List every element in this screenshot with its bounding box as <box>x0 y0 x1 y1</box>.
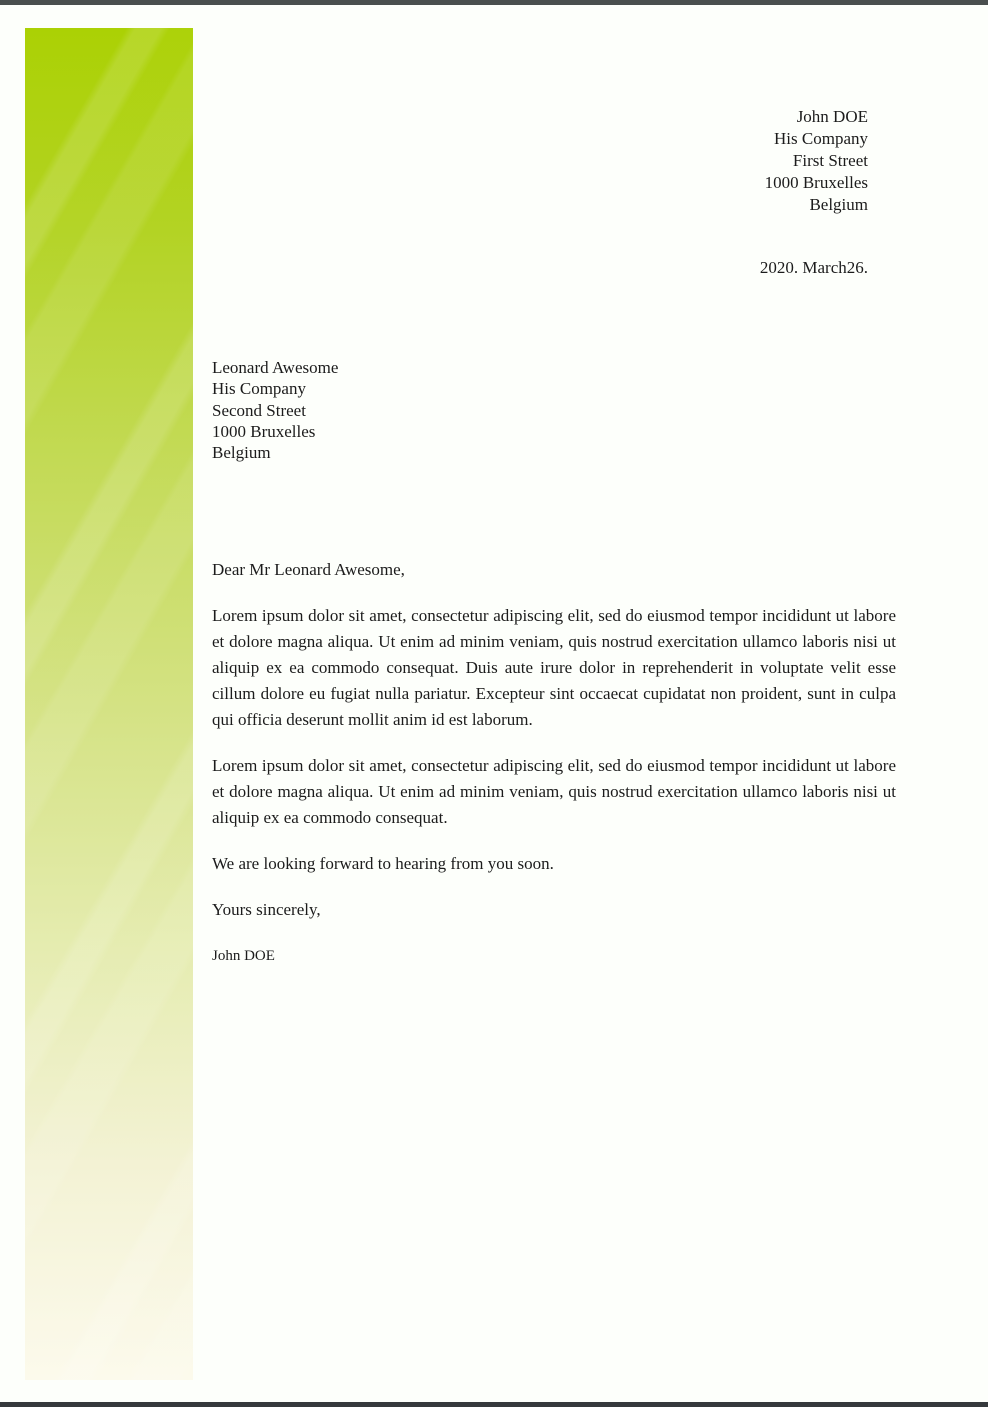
signature-name: John DOE <box>212 948 275 964</box>
top-border-rule <box>0 0 988 5</box>
decorative-green-sidebar <box>25 28 193 1380</box>
sender-country: Belgium <box>809 195 868 214</box>
bottom-border-rule <box>0 1402 988 1407</box>
recipient-name: Leonard Awesome <box>212 358 339 377</box>
sender-city: 1000 Bruxelles <box>764 173 868 192</box>
sender-name: John DOE <box>796 107 868 126</box>
recipient-country: Belgium <box>212 443 271 463</box>
body-paragraph-2: Lorem ipsum dolor sit amet, consectetur adipiscing elit, sed do eiusmod tempor incididunt ut labore et dolore magna aliqua. Ut enim ad minim veniam, quis nostrud exercitation ullamco laboris nisi ut aliquip ex ea commodo consequat. <box>212 756 896 827</box>
salutation: Dear Mr Leonard Awesome, <box>212 560 405 579</box>
recipient-city: 1000 Bruxelles <box>212 421 316 441</box>
sender-street: First Street <box>792 151 868 170</box>
recipient-company: His Company <box>212 379 306 399</box>
sender-address-block <box>765 106 868 216</box>
letter-date: 2020. March26. <box>759 258 868 277</box>
letter-body <box>212 557 896 989</box>
closing-phrase: Yours sincerely, <box>212 900 321 919</box>
body-paragraph-3: We are looking forward to hearing from you soon. <box>212 854 554 873</box>
body-paragraph-1: Lorem ipsum dolor sit amet, consectetur adipiscing elit, sed do eiusmod tempor incididunt ut labore et dolore magna aliqua. Ut enim ad minim veniam, quis nostrud exercitation ullamco laboris nisi ut aliquip ex ea commodo consequat. Duis aute irure dolor in reprehenderit in voluptate velit esse cillum dolore eu fugiat nulla pariatur. Excepteur sint occaecat cupidatat non proident, sunt in culpa qui officia deserunt mollit anim id est laborum. <box>212 606 896 729</box>
sender-company: His Company <box>774 129 868 148</box>
recipient-address-block <box>212 357 338 463</box>
recipient-street: Second Street <box>212 400 306 420</box>
